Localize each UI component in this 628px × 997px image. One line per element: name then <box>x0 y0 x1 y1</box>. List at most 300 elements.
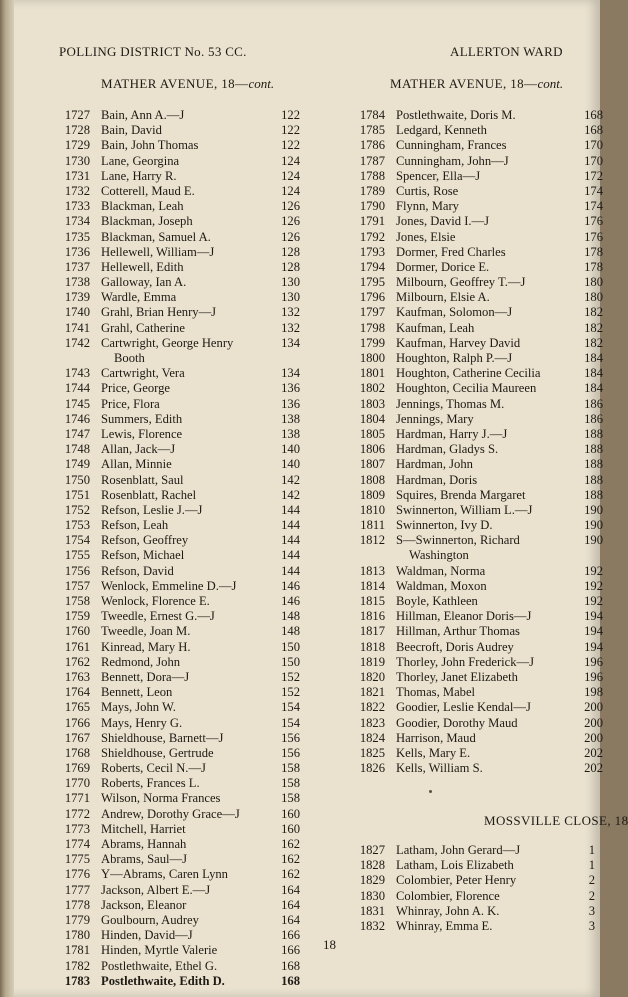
elector-row <box>50 336 300 366</box>
elector-row <box>50 716 300 731</box>
house-number: 182 <box>584 335 603 350</box>
elector-number: 1734 <box>64 214 90 229</box>
elector-number: 1736 <box>64 244 90 259</box>
elector-number: 1804 <box>359 411 385 426</box>
elector-number: 1809 <box>359 487 385 502</box>
elector-row <box>50 883 300 898</box>
elector-row <box>50 776 300 791</box>
street-heading-left: MATHER AVENUE, 18—cont. <box>101 76 275 91</box>
elector-row <box>50 457 300 472</box>
elector-row <box>50 791 300 806</box>
elector-number: 1777 <box>64 882 90 897</box>
elector-row <box>50 579 300 594</box>
elector-number: 1801 <box>359 366 385 381</box>
elector-name: Colombier, Peter Henry <box>396 873 517 888</box>
elector-number: 1803 <box>359 396 385 411</box>
elector-number: 1745 <box>64 396 90 411</box>
house-number: 178 <box>584 244 603 259</box>
house-number: 148 <box>281 609 300 624</box>
elector-row <box>50 275 300 290</box>
elector-name: Roberts, Cecil N.—J <box>101 761 206 776</box>
elector-number: 1773 <box>64 821 90 836</box>
elector-name: Hellewell, William—J <box>101 244 215 259</box>
elector-number: 1769 <box>64 761 90 776</box>
elector-row <box>345 700 603 715</box>
elector-row <box>345 183 603 199</box>
elector-row <box>345 472 603 488</box>
elector-row <box>50 609 300 624</box>
elector-name: Bain, John Thomas <box>101 138 199 153</box>
elector-row <box>50 108 300 123</box>
elector-number: 1732 <box>64 183 90 198</box>
house-number: 134 <box>281 366 300 381</box>
elector-row <box>50 943 300 958</box>
house-number: 162 <box>281 837 300 852</box>
elector-name: Postlethwaite, Edith D. <box>101 973 225 988</box>
elector-row <box>50 366 300 381</box>
house-number: 184 <box>584 366 603 381</box>
elector-number: 1814 <box>359 578 385 593</box>
elector-number: 1765 <box>64 700 90 715</box>
elector-number: 1818 <box>359 639 385 654</box>
elector-list-right <box>345 108 603 776</box>
elector-number: 1787 <box>359 153 385 168</box>
house-number: 192 <box>584 578 603 593</box>
elector-name: Cotterell, Maud E. <box>101 183 195 198</box>
house-number: 186 <box>584 396 603 411</box>
elector-name: Roberts, Frances L. <box>101 776 200 791</box>
house-number: 128 <box>281 244 300 259</box>
elector-number: 1816 <box>359 609 385 624</box>
elector-row <box>50 442 300 457</box>
elector-name: Dormer, Dorice E. <box>396 259 490 274</box>
elector-name: Lane, Harry R. <box>101 168 177 183</box>
elector-number: 1799 <box>359 335 385 350</box>
elector-number: 1830 <box>359 888 385 903</box>
house-number: 3 <box>588 903 595 918</box>
elector-row <box>50 548 300 563</box>
house-number: 128 <box>281 259 300 274</box>
elector-name: Waldman, Norma <box>396 563 486 578</box>
elector-number: 1737 <box>64 259 90 274</box>
elector-row <box>50 898 300 913</box>
house-number: 188 <box>584 442 603 457</box>
house-number: 194 <box>584 609 603 624</box>
elector-name: Hillman, Eleanor Doris—J <box>396 609 532 624</box>
elector-row <box>50 822 300 837</box>
elector-name: Wenlock, Emmeline D.—J <box>101 578 237 593</box>
elector-row <box>345 381 603 396</box>
house-number: 172 <box>584 168 603 183</box>
elector-name: Y—Abrams, Caren Lynn <box>101 867 228 882</box>
elector-number: 1746 <box>64 411 90 426</box>
elector-name: Allan, Minnie <box>101 457 172 472</box>
house-number: 160 <box>281 821 300 836</box>
house-number: 182 <box>584 305 603 320</box>
elector-number: 1806 <box>359 442 385 457</box>
elector-number: 1808 <box>359 472 385 487</box>
elector-name: Grahl, Brian Henry—J <box>101 305 217 320</box>
elector-row <box>345 290 603 305</box>
elector-name: Jennings, Thomas M. <box>396 396 505 411</box>
elector-row <box>345 594 603 609</box>
elector-row <box>50 533 300 548</box>
house-number: 196 <box>584 669 603 684</box>
elector-name: Curtis, Rose <box>396 183 459 198</box>
elector-row <box>345 259 603 275</box>
elector-row <box>50 245 300 260</box>
elector-row <box>345 366 603 381</box>
elector-row <box>50 837 300 852</box>
elector-name: Cunningham, John—J <box>396 153 509 168</box>
elector-name: Flynn, Mary <box>396 199 459 214</box>
elector-row <box>345 123 603 138</box>
house-number: 142 <box>281 487 300 502</box>
house-number: 188 <box>584 457 603 472</box>
elector-row <box>50 655 300 670</box>
elector-name: Rosenblatt, Rachel <box>101 487 197 502</box>
elector-row <box>50 488 300 503</box>
house-number: 202 <box>584 745 603 760</box>
house-number: 164 <box>281 897 300 912</box>
elector-row <box>50 594 300 609</box>
house-number: 190 <box>584 533 603 548</box>
elector-name: Latham, John Gerard—J <box>396 843 521 857</box>
elector-name: Kaufman, Harvey David <box>396 335 521 350</box>
elector-row <box>345 624 603 639</box>
elector-number: 1820 <box>359 669 385 684</box>
elector-name: Hardman, Gladys S. <box>396 442 499 457</box>
elector-row <box>50 214 300 229</box>
elector-number: 1728 <box>64 123 90 138</box>
house-number: 174 <box>584 183 603 198</box>
elector-row <box>50 230 300 245</box>
elector-name: Galloway, Ian A. <box>101 275 187 290</box>
elector-number: 1811 <box>360 518 385 533</box>
elector-number: 1778 <box>64 897 90 912</box>
elector-name: Thorley, Janet Elizabeth <box>396 669 518 684</box>
elector-number: 1800 <box>359 351 385 365</box>
elector-number: 1792 <box>359 229 385 244</box>
elector-name: Cartwright, George Henry <box>101 335 234 350</box>
elector-number: 1795 <box>359 275 385 290</box>
house-number: 126 <box>281 199 300 214</box>
elector-row <box>345 533 603 563</box>
elector-row <box>50 321 300 336</box>
elector-name: Ledgard, Kenneth <box>396 123 487 138</box>
elector-name: Refson, David <box>101 563 174 578</box>
house-number: 144 <box>281 502 300 517</box>
elector-row <box>345 889 595 904</box>
elector-row <box>50 503 300 518</box>
elector-row <box>345 199 603 214</box>
house-number: 126 <box>281 214 300 229</box>
street-heading-mossville: MOSSVILLE CLOSE, 18 <box>484 813 628 828</box>
elector-number: 1776 <box>64 867 90 882</box>
elector-list-mossville <box>345 843 595 934</box>
house-number: 148 <box>281 624 300 639</box>
elector-number: 1738 <box>64 275 90 290</box>
elector-row <box>345 487 603 503</box>
elector-name: Summers, Edith <box>101 411 183 426</box>
house-number: 144 <box>281 563 300 578</box>
elector-number: 1783 <box>64 973 90 988</box>
house-number: 176 <box>584 214 603 229</box>
elector-row <box>345 153 603 169</box>
elector-name: Kaufman, Leah <box>396 320 475 335</box>
elector-row <box>50 138 300 153</box>
house-number: 140 <box>281 442 300 457</box>
house-number: 198 <box>584 685 603 700</box>
elector-row <box>50 169 300 184</box>
house-number: 138 <box>281 426 300 441</box>
house-number: 162 <box>281 852 300 867</box>
elector-number: 1731 <box>64 168 90 183</box>
house-number: 178 <box>584 259 603 274</box>
house-number: 156 <box>281 730 300 745</box>
elector-name: Waldman, Moxon <box>396 578 487 593</box>
elector-row <box>345 563 603 579</box>
elector-name: Bennett, Leon <box>101 685 173 700</box>
house-number: 182 <box>584 320 603 335</box>
elector-row <box>50 154 300 169</box>
elector-number: 1826 <box>359 761 385 776</box>
elector-row <box>50 807 300 822</box>
elector-name: Houghton, Ralph P.—J <box>396 351 513 365</box>
elector-row <box>50 381 300 396</box>
elector-name: Kinread, Mary H. <box>101 639 191 654</box>
elector-number: 1813 <box>359 563 385 578</box>
elector-number: 1832 <box>359 918 385 933</box>
elector-row <box>50 731 300 746</box>
house-number: 124 <box>281 183 300 198</box>
elector-name: Boyle, Kathleen <box>396 594 478 609</box>
elector-number: 1747 <box>64 426 90 441</box>
house-number: 200 <box>584 700 603 715</box>
elector-number: 1796 <box>359 290 385 305</box>
elector-row <box>50 624 300 639</box>
elector-name: Hinden, David—J <box>101 928 193 943</box>
elector-number: 1831 <box>359 903 385 918</box>
elector-name: Shieldhouse, Barnett—J <box>101 730 224 745</box>
house-number: 122 <box>281 138 300 153</box>
house-number: 168 <box>584 108 603 122</box>
ward-header: ALLERTON WARD <box>450 44 563 59</box>
elector-name: Latham, Lois Elizabeth <box>396 858 514 873</box>
elector-row <box>345 518 603 533</box>
elector-number: 1771 <box>64 791 90 806</box>
elector-number: 1791 <box>359 214 385 229</box>
elector-name: Refson, Leah <box>101 518 169 533</box>
house-number: 160 <box>281 806 300 821</box>
house-number: 168 <box>281 958 300 973</box>
house-number: 202 <box>584 761 603 776</box>
elector-name: Bain, David <box>101 123 162 138</box>
page-binding <box>0 0 14 997</box>
elector-number: 1810 <box>359 502 385 517</box>
house-number: 188 <box>584 487 603 502</box>
elector-name: Lane, Georgina <box>101 153 180 168</box>
elector-number: 1781 <box>64 943 90 958</box>
elector-name: Thorley, John Frederick—J <box>396 654 535 669</box>
house-number: 164 <box>281 912 300 927</box>
elector-name: Bennett, Dora—J <box>101 669 190 684</box>
elector-row <box>50 685 300 700</box>
elector-name: Goodier, Leslie Kendal—J <box>396 700 531 715</box>
elector-number: 1748 <box>64 442 90 457</box>
elector-row <box>50 473 300 488</box>
elector-number: 1750 <box>64 472 90 487</box>
elector-row <box>50 564 300 579</box>
elector-number: 1744 <box>64 381 90 396</box>
elector-number: 1794 <box>359 259 385 274</box>
elector-name: Andrew, Dorothy Grace—J <box>101 806 240 821</box>
elector-name: Hillman, Arthur Thomas <box>396 624 520 639</box>
elector-name: Lewis, Florence <box>101 426 183 441</box>
elector-row <box>50 928 300 943</box>
elector-number: 1764 <box>64 685 90 700</box>
house-number: 194 <box>584 624 603 639</box>
ink-dot <box>429 790 432 793</box>
elector-number: 1805 <box>359 426 385 441</box>
elector-name: Price, Flora <box>101 396 160 411</box>
elector-row <box>345 108 603 123</box>
street-name: MATHER AVENUE, 18 <box>101 76 236 91</box>
house-number: 150 <box>281 639 300 654</box>
elector-list-left <box>50 108 300 989</box>
elector-row <box>345 919 595 934</box>
elector-row <box>345 639 603 655</box>
elector-row <box>345 305 603 320</box>
elector-name: Colombier, Florence <box>396 888 500 903</box>
elector-row <box>50 427 300 442</box>
elector-row <box>345 214 603 229</box>
house-number: 134 <box>281 335 300 350</box>
elector-number: 1815 <box>359 594 385 609</box>
elector-name: Tweedle, Ernest G.—J <box>101 609 215 624</box>
elector-row <box>345 745 603 761</box>
house-number: 2 <box>588 888 595 903</box>
elector-name: Dormer, Fred Charles <box>396 244 506 259</box>
elector-number: 1757 <box>64 578 90 593</box>
elector-name: Cunningham, Frances <box>396 138 507 153</box>
house-number: 124 <box>281 153 300 168</box>
elector-row <box>50 260 300 275</box>
elector-row <box>345 244 603 260</box>
elector-number: 1768 <box>64 745 90 760</box>
elector-name-continued: Booth <box>114 350 145 365</box>
elector-row <box>50 290 300 305</box>
house-number: 144 <box>281 518 300 533</box>
elector-name-continued: Washington <box>409 548 469 563</box>
elector-name: Postlethwaite, Doris M. <box>396 108 516 122</box>
elector-number: 1740 <box>64 305 90 320</box>
elector-row <box>345 426 603 442</box>
house-number: 174 <box>584 199 603 214</box>
elector-row <box>345 138 603 153</box>
elector-row <box>345 351 603 366</box>
elector-number: 1793 <box>359 244 385 259</box>
house-number: 192 <box>584 594 603 609</box>
house-number: 184 <box>584 381 603 396</box>
house-number: 168 <box>584 123 603 138</box>
house-number: 200 <box>584 730 603 745</box>
elector-name: Abrams, Hannah <box>101 837 187 852</box>
elector-row <box>345 320 603 336</box>
house-number: 158 <box>281 776 300 791</box>
street-name: MATHER AVENUE, 18 <box>390 76 525 91</box>
elector-number: 1749 <box>64 457 90 472</box>
house-number: 196 <box>584 654 603 669</box>
elector-name: Spencer, Ella—J <box>396 168 481 183</box>
elector-name: Kaufman, Solomon—J <box>396 305 513 320</box>
elector-number: 1829 <box>359 873 385 888</box>
elector-name: S—Swinnerton, Richard <box>396 533 520 548</box>
elector-row <box>345 904 595 919</box>
house-number: 146 <box>281 578 300 593</box>
house-number: 200 <box>584 715 603 730</box>
elector-name: Jennings, Mary <box>396 411 474 426</box>
street-heading-right: MATHER AVENUE, 18—cont. <box>390 76 564 91</box>
elector-number: 1756 <box>64 563 90 578</box>
elector-row <box>345 609 603 624</box>
elector-number: 1790 <box>359 199 385 214</box>
elector-name: Hardman, John <box>396 457 473 472</box>
house-number: 130 <box>281 275 300 290</box>
elector-name: Jackson, Eleanor <box>101 897 187 912</box>
elector-name: Blackman, Samuel A. <box>101 229 211 244</box>
elector-number: 1819 <box>359 654 385 669</box>
house-number: 190 <box>584 518 603 533</box>
elector-name: Hinden, Myrtle Valerie <box>101 943 218 958</box>
house-number: 184 <box>584 351 603 365</box>
elector-row <box>345 843 595 858</box>
elector-number: 1779 <box>64 912 90 927</box>
elector-name: Swinnerton, Ivy D. <box>396 518 493 533</box>
elector-number: 1762 <box>64 654 90 669</box>
elector-number: 1730 <box>64 153 90 168</box>
elector-row <box>345 715 603 731</box>
house-number: 152 <box>281 685 300 700</box>
elector-name: Kells, Mary E. <box>396 745 471 760</box>
elector-number: 1797 <box>359 305 385 320</box>
elector-name: Milbourn, Geoffrey T.—J <box>396 275 526 290</box>
polling-district-header: POLLING DISTRICT No. 53 CC. <box>59 44 247 59</box>
elector-number: 1823 <box>359 715 385 730</box>
house-number: 158 <box>281 791 300 806</box>
elector-number: 1828 <box>359 858 385 873</box>
elector-row <box>50 305 300 320</box>
elector-number: 1775 <box>64 852 90 867</box>
house-number: 140 <box>281 457 300 472</box>
elector-number: 1784 <box>359 108 385 122</box>
house-number: 180 <box>584 290 603 305</box>
house-number: 142 <box>281 472 300 487</box>
elector-number: 1758 <box>64 594 90 609</box>
elector-name: Abrams, Saul—J <box>101 852 188 867</box>
elector-number: 1824 <box>359 730 385 745</box>
house-number: 144 <box>281 548 300 563</box>
elector-name: Mitchell, Harriet <box>101 821 186 836</box>
elector-row <box>345 654 603 670</box>
elector-name: Cartwright, Vera <box>101 366 185 381</box>
elector-row <box>345 685 603 700</box>
house-number: 166 <box>281 943 300 958</box>
house-number: 3 <box>588 918 595 933</box>
elector-name: Wenlock, Florence E. <box>101 594 210 609</box>
house-number: 188 <box>584 472 603 487</box>
house-number: 1 <box>588 858 595 873</box>
